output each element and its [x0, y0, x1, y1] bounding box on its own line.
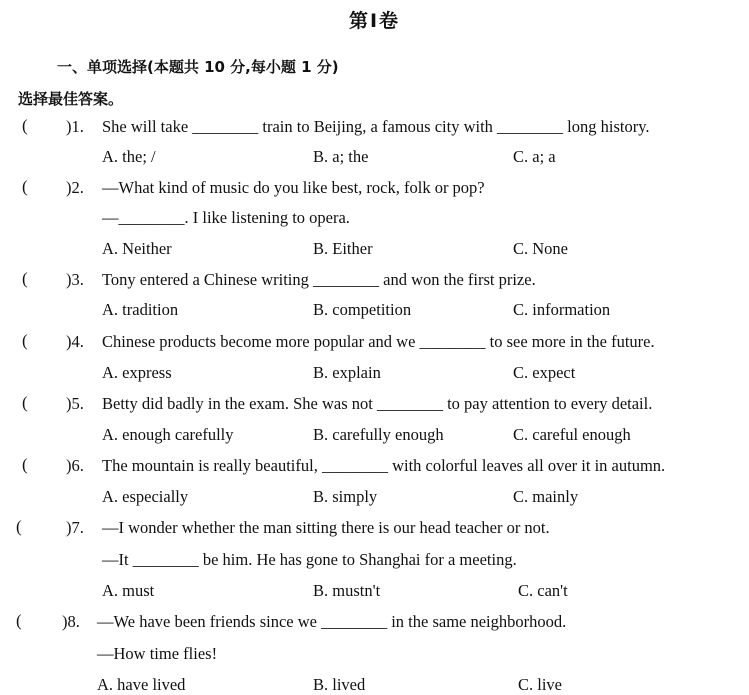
- question-number: )6.: [66, 456, 84, 475]
- option-c: C. can't: [518, 581, 568, 600]
- option-b: B. lived: [313, 675, 366, 694]
- option-b: B. mustn't: [313, 581, 381, 600]
- section-heading: 一、单项选择(本题共 10 分,每小题 1 分): [57, 58, 339, 76]
- answer-paren-left: (: [22, 455, 28, 474]
- option-c: C. information: [513, 300, 611, 319]
- question-text: She will take ________ train to Beijing, a famous city with ________ long history.: [102, 117, 650, 136]
- option-b: B. Either: [313, 239, 373, 258]
- question-text: The mountain is really beautiful, ________ with colorful leaves all over it in autumn.: [102, 456, 666, 475]
- question-number: )2.: [66, 178, 84, 197]
- option-a: A. express: [102, 363, 172, 382]
- answer-paren-left: (: [22, 269, 28, 288]
- option-b: B. carefully enough: [313, 425, 444, 444]
- option-b: B. competition: [313, 300, 412, 319]
- answer-paren-left: (: [22, 331, 28, 350]
- question-text: Betty did badly in the exam. She was not ________ to pay attention to every detail.: [102, 394, 653, 413]
- answer-paren-left: (: [16, 517, 22, 536]
- question-text: Chinese products become more popular and we ________ to see more in the future.: [102, 332, 655, 351]
- question-number: )3.: [66, 270, 84, 289]
- question-text-line2: —________. I like listening to opera.: [102, 208, 350, 227]
- answer-paren-left: (: [22, 177, 28, 196]
- question-number: )8.: [62, 612, 80, 631]
- question-text: —I wonder whether the man sitting there is our head teacher or not.: [102, 518, 550, 537]
- option-c: C. None: [513, 239, 568, 258]
- question-text: Tony entered a Chinese writing ________ and won the first prize.: [102, 270, 536, 289]
- option-c: C. mainly: [513, 487, 579, 506]
- option-c: C. careful enough: [513, 425, 631, 444]
- question-text-line2: —It ________ be him. He has gone to Shanghai for a meeting.: [102, 550, 517, 569]
- answer-paren-left: (: [22, 116, 28, 135]
- option-c: C. a; a: [513, 147, 556, 166]
- option-a: A. tradition: [102, 300, 179, 319]
- question-number: )5.: [66, 394, 84, 413]
- option-b: B. explain: [313, 363, 381, 382]
- question-number: )1.: [66, 117, 84, 136]
- option-b: B. a; the: [313, 147, 369, 166]
- option-c: C. expect: [513, 363, 576, 382]
- option-a: A. must: [102, 581, 155, 600]
- question-number: )7.: [66, 518, 84, 537]
- option-c: C. live: [518, 675, 562, 694]
- option-a: A. have lived: [97, 675, 186, 694]
- option-a: A. enough carefully: [102, 425, 234, 444]
- option-a: A. the; /: [102, 147, 156, 166]
- answer-paren-left: (: [16, 611, 22, 630]
- question-text: —What kind of music do you like best, rock, folk or pop?: [102, 178, 485, 197]
- option-a: A. Neither: [102, 239, 172, 258]
- option-a: A. especially: [102, 487, 189, 506]
- question-text-line2: —How time flies!: [97, 644, 218, 663]
- question-number: )4.: [66, 332, 84, 351]
- instruction: 选择最佳答案。: [18, 90, 124, 108]
- option-b: B. simply: [313, 487, 378, 506]
- question-text: —We have been friends since we ________ in the same neighborhood.: [97, 612, 567, 631]
- paper-title: 第Ⅰ卷: [348, 10, 401, 32]
- answer-paren-left: (: [22, 393, 28, 412]
